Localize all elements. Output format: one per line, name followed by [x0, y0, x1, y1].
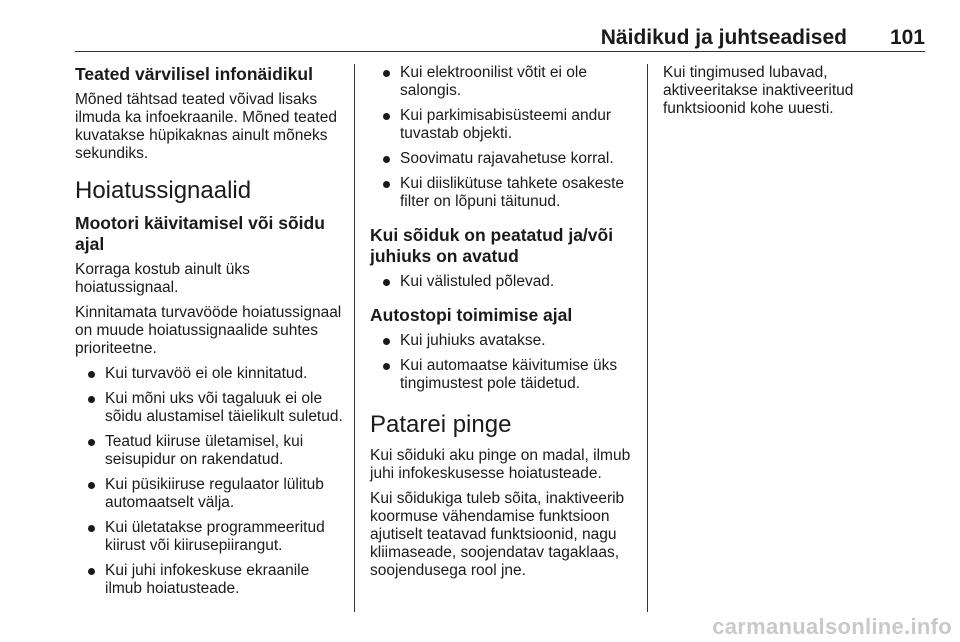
list-item: Kui välistuled põlevad. [370, 273, 638, 291]
column-1 [75, 64, 345, 605]
column-divider-2 [647, 64, 648, 612]
heading-infodisplay: Teated värvilisel infonäidikul [75, 64, 313, 84]
page-header [75, 26, 925, 50]
heading-warning-signals: Hoiatussignaalid [75, 177, 252, 204]
paragraph-one-signal: Korraga kostub ainult üks hoiatussignaal. [75, 261, 250, 296]
paragraph-battery-low: Kui sõiduki aku pinge on madal, ilmub juhi infokeskusesse hoiatusteade. [370, 447, 631, 482]
list-item: Kui püsikiiruse regulaator lülitub automaatselt välja. [75, 476, 345, 512]
list-item: Soovimatu rajavahetuse korral. [370, 150, 638, 168]
heading-vehicle-parked: Kui sõiduk on peatatud ja/või juhiuks on avatud [370, 225, 614, 266]
autostop-list [370, 332, 638, 393]
list-item: Kui mõni uks või tagaluuk ei ole sõidu alustamisel täielikult suletud. [75, 390, 345, 426]
list-item: Kui diislikütuse tahkete osakeste filter on lõpuni täitunud. [370, 175, 638, 211]
parked-list [370, 273, 638, 291]
watermark: carmanualsonline.info [712, 614, 952, 639]
heading-battery-voltage: Patarei pinge [370, 411, 512, 438]
list-item: Kui ületatakse programmeeritud kiirust või kiirusepiirangut. [75, 519, 345, 555]
list-item: Kui parkimisabisüsteemi andur tuvastab objekti. [370, 107, 638, 143]
heading-engine-start: Mootori käivitamisel või sõidu ajal [75, 213, 325, 254]
list-item: Teatud kiiruse ületamisel, kui seisupidur on rakendatud. [75, 433, 345, 469]
header-rule [75, 51, 925, 52]
column-3 [663, 64, 925, 125]
list-item: Kui juhiuks avatakse. [370, 332, 638, 350]
paragraph-priority: Kinnitamata turvavööde hoiatussignaal on muude hoiatussignaalide suhtes prioriteetne. [75, 304, 342, 357]
column-2 [370, 64, 638, 587]
warning-list [75, 365, 345, 598]
list-item: Kui automaatse käivitumise üks tingimustest pole täidetud. [370, 357, 638, 393]
list-item: Kui turvavöö ei ole kinnitatud. [75, 365, 345, 383]
paragraph-infodisplay: Mõned tähtsad teated võivad lisaks ilmuda ka infoekraanile. Mõned teated kuvatakse hüpikaknas ainult mõneks sekundiks. [75, 91, 337, 162]
paragraph-load-shedding: Kui sõidukiga tuleb sõita, inaktiveerib koormuse vähendamise funktsioon ajutiselt teatavad funktsioonid, nagu kliimaseade, soojendatav tagaklaas, soojendusega rool jne. [370, 490, 625, 579]
paragraph-reactivation: Kui tingimused lubavad, aktiveeritakse inaktiveeritud funktsioonid kohe uuesti. [663, 64, 854, 117]
warning-list-continued [370, 64, 638, 211]
list-item: Kui juhi infokeskuse ekraanile ilmub hoiatusteade. [75, 562, 345, 598]
column-divider-1 [354, 64, 355, 612]
page-header-title: Näidikud ja juhtseadised [600, 26, 847, 49]
list-item: Kui elektroonilist võtit ei ole salongis. [370, 64, 638, 100]
heading-autostop: Autostopi toimimise ajal [370, 305, 573, 325]
page-number: 101 [889, 26, 925, 49]
